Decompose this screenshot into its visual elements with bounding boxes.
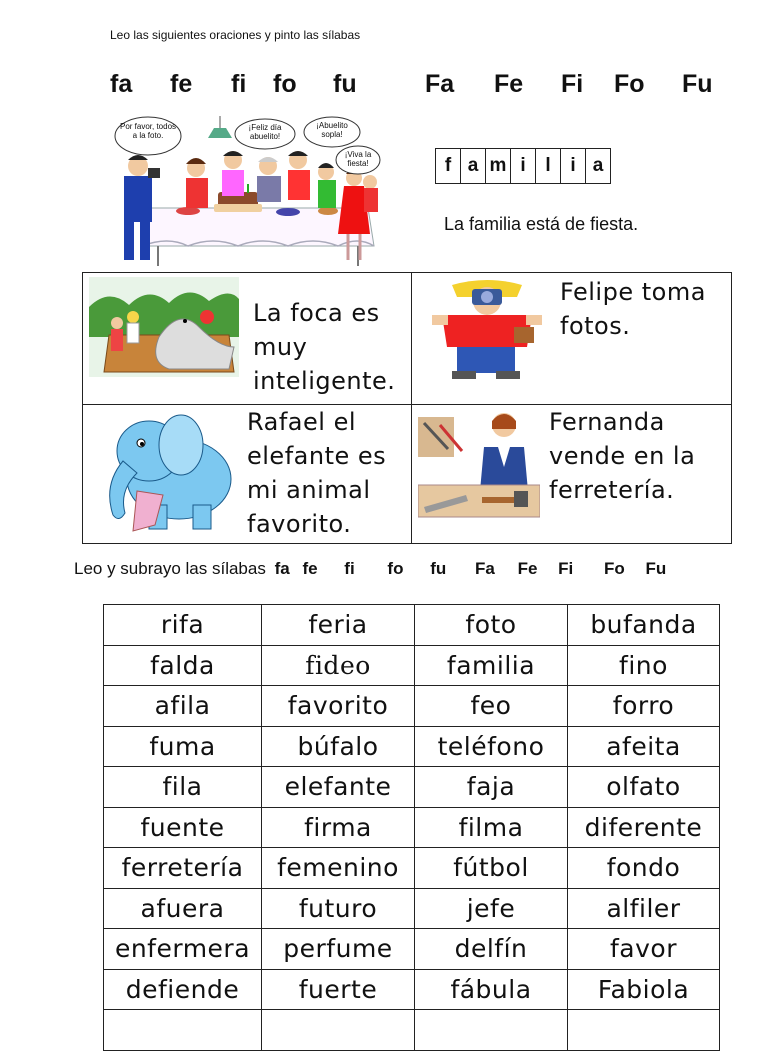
word-cell: fuente (104, 807, 262, 848)
table-row (104, 1010, 720, 1051)
word-cell: delfín (415, 929, 568, 970)
table-row (104, 848, 720, 889)
syllable-Fi: Fi (558, 559, 574, 578)
word-cell: búfalo (262, 726, 415, 767)
elephant-icon (93, 405, 238, 539)
syllable-fi: fi (231, 70, 247, 98)
word-cell: olfato (568, 767, 720, 808)
word-cell: feo (415, 686, 568, 727)
syllable-Fu: Fu (682, 70, 713, 98)
word-cell: bufanda (568, 605, 720, 646)
sentence-text: Rafael el elefante es mi animal favorito. (247, 408, 387, 538)
word-cell (568, 1010, 720, 1051)
family-party-illustration (108, 116, 388, 268)
bubble-feliz-dia: ¡Feliz día abuelito! (248, 123, 282, 141)
table-row (104, 767, 720, 808)
party-sentence: La familia está de fiesta. (444, 214, 639, 234)
word-cell: femenino (262, 848, 415, 889)
word-cell: rifa (104, 605, 262, 646)
bubble-viva-la-fiesta: ¡Viva la fiesta! (344, 150, 372, 168)
word-cell: perfume (262, 929, 415, 970)
word-cell: futuro (262, 888, 415, 929)
sentence-cell-rafael (83, 405, 406, 539)
word-cell: favor (568, 929, 720, 970)
bubble-por-favor: Por favor, todos a la foto. (119, 122, 177, 140)
word-cell: alfiler (568, 888, 720, 929)
word-cell: filma (415, 807, 568, 848)
instruction-title: Leo las siguientes oraciones y pinto las sílabas (110, 28, 361, 42)
word-cell: fuma (104, 726, 262, 767)
hardware-seller-icon (418, 407, 540, 519)
word-cell: fino (568, 645, 720, 686)
word-cell: Fabiola (568, 969, 720, 1010)
word-cell: jefe (415, 888, 568, 929)
syllable-fi: fi (344, 559, 355, 578)
word-cell: fútbol (415, 848, 568, 889)
letter-box: a (461, 148, 486, 184)
word-cell: defiende (104, 969, 262, 1010)
seal-icon (89, 277, 239, 377)
word-cell: feria (262, 605, 415, 646)
instruction-underline (74, 559, 666, 579)
word-cell (262, 1010, 415, 1051)
table-row (104, 929, 720, 970)
word-cell: forro (568, 686, 720, 727)
syllable-fe: fe (170, 70, 193, 98)
syllable-Fo: Fo (614, 70, 645, 98)
syllable-fa: fa (110, 70, 133, 98)
word-cell (104, 1010, 262, 1051)
table-row (104, 645, 720, 686)
sentence-text: La foca es muy inteligente. (253, 299, 396, 395)
photographer-icon (422, 275, 552, 381)
word-cell: afuera (104, 888, 262, 929)
syllable-Fu: Fu (645, 559, 667, 578)
syllable-Fo: Fo (603, 559, 625, 578)
letter-box: f (435, 148, 461, 184)
sentence-text: Fernanda vende en la ferretería. (549, 408, 696, 504)
syllable-fo: fo (273, 70, 297, 98)
word-cell: familia (415, 645, 568, 686)
word-cell: foto (415, 605, 568, 646)
word-cell: firma (262, 807, 415, 848)
word-cell: falda (104, 645, 262, 686)
word-cell: fila (104, 767, 262, 808)
letter-box: i (511, 148, 536, 184)
table-row (104, 807, 720, 848)
syllable-fo: fo (387, 559, 404, 578)
sentence-table (82, 272, 732, 544)
word-cell: fideo (262, 645, 415, 686)
letter-box: m (486, 148, 511, 184)
table-row (104, 969, 720, 1010)
syllable-Fi: Fi (561, 70, 584, 98)
table-row (104, 605, 720, 646)
sentence-text: Felipe toma fotos. (560, 278, 706, 340)
syllable-fe: fe (302, 559, 318, 578)
word-cell: diferente (568, 807, 720, 848)
syllable-Fe: Fe (517, 559, 538, 578)
word-cell: fuerte (262, 969, 415, 1010)
syllable-fa: fa (274, 559, 290, 578)
table-row (104, 726, 720, 767)
syllable-fu: fu (333, 70, 357, 98)
sentence-cell-felipe (412, 273, 735, 407)
letter-box: l (536, 148, 561, 184)
word-cell: afeita (568, 726, 720, 767)
word-cell: elefante (262, 767, 415, 808)
table-row (104, 888, 720, 929)
sentence-cell-foca (83, 273, 406, 407)
letter-box: a (586, 148, 611, 184)
word-cell: enfermera (104, 929, 262, 970)
syllable-Fa: Fa (425, 70, 455, 98)
word-cell (415, 1010, 568, 1051)
word-cell: afila (104, 686, 262, 727)
word-letter-boxes (435, 148, 611, 184)
syllable-Fa: Fa (474, 559, 495, 578)
sentence-cell-fernanda (412, 405, 735, 539)
word-table (103, 604, 720, 1051)
word-cell: faja (415, 767, 568, 808)
bubble-abuelito-sopla: ¡Abuelito sopla! (316, 121, 348, 139)
word-cell: teléfono (415, 726, 568, 767)
word-cell: fábula (415, 969, 568, 1010)
syllable-Fe: Fe (494, 70, 524, 98)
syllable-fu: fu (430, 559, 447, 578)
word-cell: favorito (262, 686, 415, 727)
table-row (104, 686, 720, 727)
instruction-text: Leo y subrayo las sílabas (74, 559, 266, 578)
word-cell: fondo (568, 848, 720, 889)
letter-box: i (561, 148, 586, 184)
word-cell: ferretería (104, 848, 262, 889)
